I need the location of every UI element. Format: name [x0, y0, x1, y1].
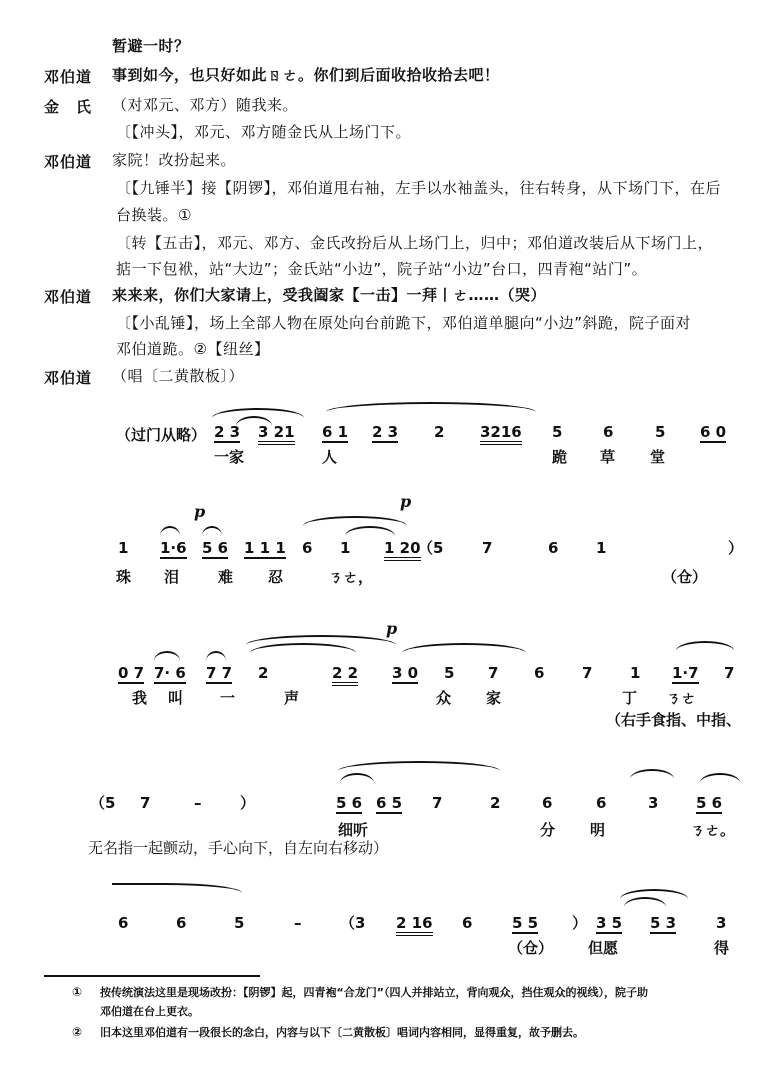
note: 3 [648, 794, 659, 812]
note: 5 [552, 423, 563, 441]
slur [206, 651, 226, 661]
slur [160, 526, 180, 536]
slur [303, 516, 407, 526]
lyric: 泪 [164, 568, 180, 586]
note: 6 [548, 539, 559, 557]
note: 3 5 [596, 914, 623, 932]
note: 5 [444, 664, 455, 682]
lyric: 人 [322, 448, 338, 466]
note: 1 [340, 539, 351, 557]
note: 6 5 [376, 794, 403, 812]
speaker-label: 邓伯道 [44, 369, 93, 387]
note: 3 0 [392, 664, 419, 682]
note: 6 [534, 664, 545, 682]
lyric: ㄋㄜ。 [690, 821, 736, 839]
footnote-text: 旧本这里邓伯道有一段很长的念白，内容与以下〔二黄散板〕唱词内容相同，显得重复，故予删去。 [100, 1026, 584, 1039]
note: ） [240, 794, 256, 812]
dynamic-piano: p [400, 492, 412, 511]
lyric: 一 [220, 689, 236, 707]
footnote-text-continued: 邓伯道在台上更衣。 [100, 1005, 199, 1018]
note: 7 [432, 794, 443, 812]
slur-continuation [112, 883, 242, 893]
note: 1 [118, 539, 129, 557]
note: （3 [340, 914, 366, 932]
lyric: 珠 [116, 568, 132, 586]
slur [326, 402, 536, 412]
note: 5 [655, 423, 666, 441]
note: 7 [724, 664, 735, 682]
note: 2 16 [396, 915, 433, 936]
dialogue-line: （对邓元、邓方）随我来。 [112, 96, 299, 114]
note: 2 3 [214, 423, 241, 441]
lyric: 声 [284, 689, 300, 707]
speaker-label: 邓伯道 [44, 288, 93, 306]
note: 1·7 [672, 664, 699, 682]
footnote-marker: ① [72, 985, 83, 999]
note: 5 6 [202, 539, 229, 557]
stage-direction: 〔转【五击】，邓元、邓方、金氏改扮后从上场门上，归中；邓伯道改装后从下场门上， [116, 234, 714, 252]
dynamic-piano: p [386, 619, 398, 638]
lyric: 丁 [622, 689, 638, 707]
note: 6 [603, 423, 614, 441]
note: 6 [462, 914, 473, 932]
note: 0 7 [118, 664, 145, 682]
note: 6 1 [322, 423, 349, 441]
note: 7 [482, 539, 493, 557]
lyric: （仓） [662, 568, 708, 586]
footnote-marker: ② [72, 1025, 83, 1039]
score-prefix: （过门从略） [116, 426, 207, 444]
dialogue-line: 来来来，你们大家请上，受我阖家【一击】一拜丨ㄜ……（哭） [112, 286, 547, 304]
note: （5 [418, 539, 444, 557]
note: 5 6 [696, 794, 723, 812]
note: 7· 6 [154, 664, 186, 682]
stage-direction: 台换装。① [116, 206, 192, 224]
note: 5 [234, 914, 245, 932]
note: 7 [140, 794, 151, 812]
lyric: 难 [218, 568, 234, 586]
note: 6 [596, 794, 607, 812]
footnote-text: 按传统演法这里是现场改扮：【阴锣】起，四青袍“合龙门”（四人并排站立，背向观众，挡住观众的视线），院子助 [100, 986, 648, 999]
note: 6 [542, 794, 553, 812]
dialogue-line: （唱〔二黄散板〕） [112, 367, 245, 385]
stage-direction: 〔【小乱锤】，场上全部人物在原处向台前跪下，邓伯道单腿向“小边”斜跪，院子面对 [116, 314, 692, 332]
note: ） [728, 539, 744, 557]
note: 1 20 [384, 540, 421, 561]
slur [338, 761, 500, 771]
stage-direction: 〔【冲头】，邓元、邓方随金氏从上场门下。 [116, 123, 412, 141]
note: 5 6 [336, 794, 363, 812]
lyric: 家 [486, 689, 502, 707]
note: 7 [488, 664, 499, 682]
note: 7 [582, 664, 593, 682]
lyric: 跪 [552, 448, 568, 466]
note: 5 3 [650, 914, 677, 932]
note: – [294, 914, 302, 932]
note: 3 21 [258, 424, 295, 445]
lyric: 细听 [338, 821, 369, 839]
note: 1·6 [160, 539, 187, 557]
slur [340, 773, 374, 783]
slur [202, 526, 222, 536]
note: 3 [716, 914, 727, 932]
lyric: （仓） [508, 939, 554, 957]
note: 3216 [480, 424, 522, 445]
note: （5 [90, 794, 116, 812]
gesture-annotation: 无名指一起颤动，手心向下，自左向右移动） [88, 839, 389, 857]
note: 1 [596, 539, 607, 557]
note: ） [572, 914, 588, 932]
dialogue-line: 家院！改扮起来。 [112, 151, 237, 169]
note: 6 [302, 539, 313, 557]
stage-direction: 邓伯道跪。②【纽丝】 [116, 340, 270, 358]
lyric: ㄋㄜ [666, 689, 697, 707]
note: 2 [434, 423, 445, 441]
slur [154, 651, 180, 661]
stage-direction: 〔【九锤半】接【阴锣】，邓伯道甩右袖，左手以水袖盖头，往右转身，从下场门下，在后 [116, 179, 722, 197]
note: 6 [176, 914, 187, 932]
note: 2 [490, 794, 501, 812]
lyric: 但愿 [588, 939, 619, 957]
slur [676, 641, 734, 651]
lyric: 一家 [214, 448, 245, 466]
note: – [194, 794, 202, 812]
dialogue-line: 事到如今，也只好如此ㄖㄜ。你们到后面收拾收拾去吧！ [112, 66, 500, 84]
dynamic-piano: p [194, 502, 206, 521]
lyric: 得 [714, 939, 730, 957]
gesture-annotation: （右手食指、中指、 [606, 711, 742, 729]
note: 6 0 [700, 423, 727, 441]
note: 2 [258, 664, 269, 682]
lyric: 堂 [650, 448, 666, 466]
note: 2 3 [372, 423, 399, 441]
note: 1 [630, 664, 641, 682]
lyric: 明 [590, 821, 606, 839]
lyric: ㄋㄜ， [328, 568, 374, 586]
note: 1 1 1 [244, 539, 286, 557]
footnote-divider [44, 975, 260, 977]
speaker-label: 邓伯道 [44, 153, 93, 171]
lyric: 忍 [268, 568, 284, 586]
slur [402, 643, 526, 653]
slur [345, 526, 395, 536]
speaker-label: 邓伯道 [44, 68, 93, 86]
lyric: 叫 [168, 689, 184, 707]
note: 5 5 [512, 914, 539, 932]
dialogue-line: 暂避一时？ [112, 37, 190, 55]
slur [700, 773, 740, 783]
speaker-label: 金 氏 [44, 98, 93, 116]
stage-direction: 掂一下包袱，站“大边”；金氏站“小边”，院子站“小边”台口，四青袍“站门”。 [116, 260, 648, 278]
slur [630, 769, 674, 779]
note: 7 7 [206, 664, 233, 682]
lyric: 分 [540, 821, 556, 839]
lyric: 草 [600, 448, 616, 466]
lyric: 众 [436, 689, 452, 707]
note: 2 2 [332, 665, 358, 686]
lyric: 我 [132, 689, 148, 707]
note: 6 [118, 914, 129, 932]
